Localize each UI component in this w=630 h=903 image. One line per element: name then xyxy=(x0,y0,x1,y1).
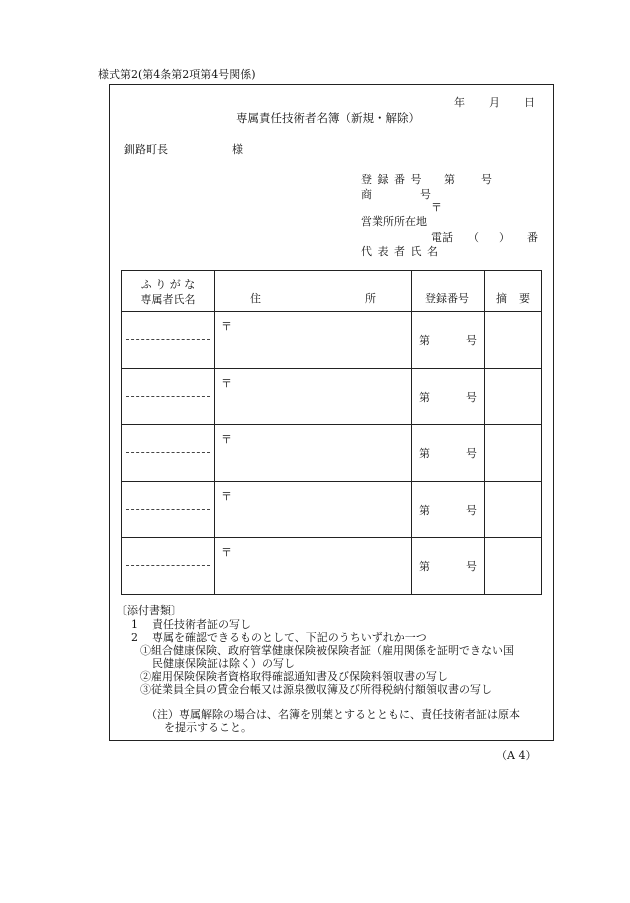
addressee-honorific: 様 xyxy=(232,143,243,156)
attachment-2-sub2: ②雇用保険保険者資格取得確認通知書及び保険料領収書の写し xyxy=(140,670,448,683)
attachment-2-sub3: ③従業員全員の賃金台帳又は源泉徴収簿及び所得税納付額領収書の写し xyxy=(140,683,492,696)
header-reg: 登録番号 xyxy=(425,292,469,305)
address-postal-mark: 〒 xyxy=(221,433,232,446)
reg-go: 号 xyxy=(466,334,477,347)
reg-cell[interactable] xyxy=(412,369,485,425)
attachment-1-number: 1 xyxy=(131,618,138,631)
remarks-cell[interactable] xyxy=(485,425,542,482)
reg-dai: 第 xyxy=(419,560,430,573)
paper-size-label: （A 4） xyxy=(496,749,537,762)
registration-dai: 第 xyxy=(444,173,455,186)
representative-label: 代 表 者 氏 名 xyxy=(361,245,439,258)
header-reg-cell xyxy=(412,271,485,312)
furigana-divider xyxy=(126,509,210,510)
phone-paren-close: ） xyxy=(499,231,510,244)
name-cell[interactable] xyxy=(122,482,215,538)
registration-go: 号 xyxy=(481,173,492,186)
header-address-1: 住 xyxy=(250,292,261,305)
address-cell[interactable] xyxy=(215,369,412,425)
addressee: 釧路町長 xyxy=(124,143,168,156)
note-line2: を提示すること。 xyxy=(164,721,252,734)
name-cell[interactable] xyxy=(122,369,215,425)
furigana-divider xyxy=(126,396,210,397)
remarks-cell[interactable] xyxy=(485,312,542,369)
reg-cell[interactable] xyxy=(412,312,485,369)
phone-paren-open: （ xyxy=(468,231,479,244)
header-remarks-2: 要 xyxy=(519,292,530,305)
furigana-divider xyxy=(126,452,210,453)
header-furigana: ふ り が な xyxy=(140,278,196,291)
reg-go: 号 xyxy=(466,560,477,573)
table-header-row xyxy=(122,271,542,312)
date-month-label: 月 xyxy=(489,96,500,109)
table-row xyxy=(122,312,542,369)
remarks-cell[interactable] xyxy=(485,482,542,538)
address-cell[interactable] xyxy=(215,312,412,369)
table-row xyxy=(122,369,542,425)
attachment-2-sub1-line2: 民健康保険証は除く）の写し xyxy=(152,657,295,670)
table-row xyxy=(122,538,542,595)
reg-dai: 第 xyxy=(419,334,430,347)
reg-dai: 第 xyxy=(419,504,430,517)
name-cell[interactable] xyxy=(122,538,215,595)
furigana-divider xyxy=(126,565,210,566)
address-postal-mark: 〒 xyxy=(221,320,232,333)
reg-cell[interactable] xyxy=(412,482,485,538)
reg-go: 号 xyxy=(466,504,477,517)
reg-go: 号 xyxy=(466,447,477,460)
date-day-label: 日 xyxy=(524,96,535,109)
remarks-cell[interactable] xyxy=(485,369,542,425)
table-row xyxy=(122,482,542,538)
reg-cell[interactable] xyxy=(412,425,485,482)
name-cell[interactable] xyxy=(122,425,215,482)
document-title: 専属責任技術者名簿（新規・解除） xyxy=(236,111,420,125)
header-name-cell xyxy=(122,271,215,312)
address-cell[interactable] xyxy=(215,538,412,595)
address-postal-mark: 〒 xyxy=(221,377,232,390)
attachments-heading: 〔添付書類〕 xyxy=(116,604,182,617)
form-label: 様式第2(第4条第2項第4号関係) xyxy=(98,68,256,81)
roster-table xyxy=(121,270,542,595)
office-address-label: 営業所所在地 xyxy=(361,215,427,228)
date-year-label: 年 xyxy=(454,96,465,109)
reg-dai: 第 xyxy=(419,391,430,404)
address-cell[interactable] xyxy=(215,482,412,538)
address-cell[interactable] xyxy=(215,425,412,482)
reg-go: 号 xyxy=(466,391,477,404)
header-name: 専属者氏名 xyxy=(140,293,196,306)
name-cell[interactable] xyxy=(122,312,215,369)
trade-name-label-2: 号 xyxy=(420,188,431,201)
header-address-2: 所 xyxy=(365,292,376,305)
header-remarks-cell xyxy=(485,271,542,312)
attachment-2-number: 2 xyxy=(131,631,138,644)
address-postal-mark: 〒 xyxy=(221,546,232,559)
reg-dai: 第 xyxy=(419,447,430,460)
office-postal-mark: 〒 xyxy=(431,201,442,214)
furigana-divider xyxy=(126,339,210,340)
phone-ban: 番 xyxy=(527,231,538,244)
remarks-cell[interactable] xyxy=(485,538,542,595)
phone-label: 電話 xyxy=(431,231,453,244)
header-address-cell xyxy=(215,271,412,312)
attachment-2-sub1-line1: ①組合健康保険、政府管掌健康保険被保険者証（雇用関係を証明できない国 xyxy=(140,644,514,657)
trade-name-label-1: 商 xyxy=(361,188,372,201)
header-remarks-1: 摘 xyxy=(496,292,507,305)
note-line1: （注）専属解除の場合は、名簿を別葉とするとともに、責任技術者証は原本 xyxy=(146,708,520,721)
registration-number-label: 登 録 番 号 xyxy=(361,173,423,186)
table-row xyxy=(122,425,542,482)
address-postal-mark: 〒 xyxy=(221,490,232,503)
attachment-1-text: 責任技術者証の写し xyxy=(152,618,251,631)
reg-cell[interactable] xyxy=(412,538,485,595)
attachment-2-text: 専属を確認できるものとして、下記のうちいずれか一つ xyxy=(152,631,427,644)
